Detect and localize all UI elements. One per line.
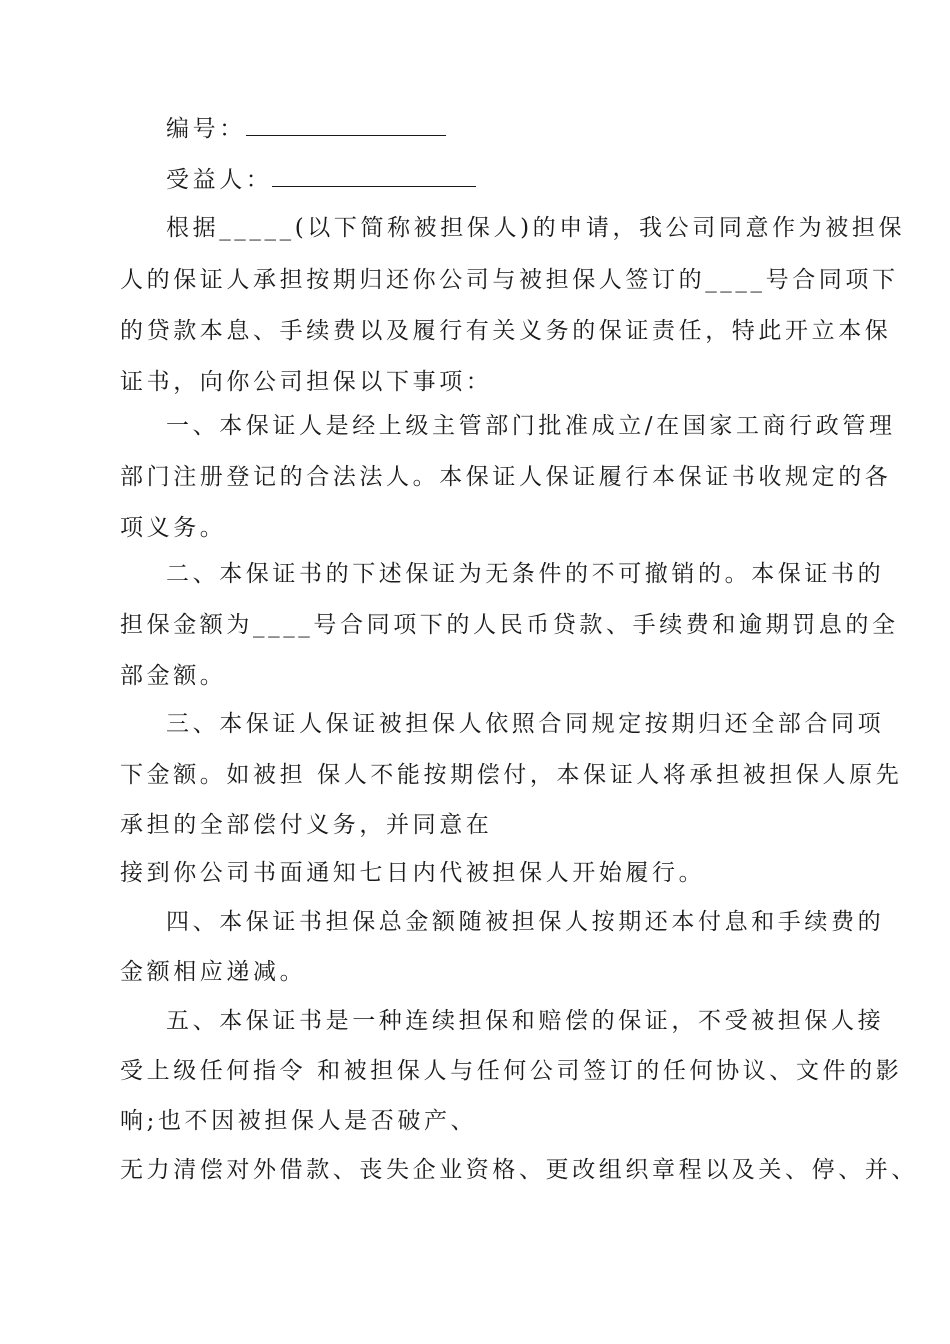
clause-3-line: 三、本保证人保证被担保人依照合同规定按期归还全部合同项 <box>166 711 885 737</box>
clause-2-line: 部金额。 <box>120 663 227 689</box>
number-label: 编号： <box>166 116 246 142</box>
clause-5-line: 受上级任何指令 和被担保人与任何公司签订的任何协议、文件的影 <box>120 1058 903 1084</box>
beneficiary-field <box>166 164 476 195</box>
paragraph-intro-line: 的贷款本息、手续费以及履行有关义务的保证责任，特此开立本保 <box>120 318 892 344</box>
clause-3-line: 承担的全部偿付义务，并同意在 <box>120 812 493 838</box>
paragraph-intro-line: 人的保证人承担按期归还你公司与被担保人签订的____号合同项下 <box>120 267 899 293</box>
clause-5-line: 响;也不因被担保人是否破产、 <box>120 1108 478 1134</box>
clause-3-line: 接到你公司书面通知七日内代被担保人开始履行。 <box>120 860 706 886</box>
clause-1-line: 项义务。 <box>120 515 227 541</box>
paragraph-intro-line: 根据_____(以下简称被担保人)的申请，我公司同意作为被担保 <box>166 215 906 241</box>
paragraph-intro-line: 证书，向你公司担保以下事项： <box>120 369 493 395</box>
clause-2-line: 担保金额为____号合同项下的人民币贷款、手续费和逾期罚息的全 <box>120 612 899 638</box>
clause-2-line: 二、本保证书的下述保证为无条件的不可撤销的。本保证书的 <box>166 561 885 587</box>
beneficiary-blank <box>272 164 476 187</box>
clause-1-line: 一、本保证人是经上级主管部门批准成立/在国家工商行政管理 <box>166 413 896 439</box>
number-blank <box>246 113 446 136</box>
number-field <box>166 113 446 144</box>
clause-5-line: 五、本保证书是一种连续担保和赔偿的保证，不受被担保人接 <box>166 1008 885 1034</box>
clause-4-line: 四、本保证书担保总金额随被担保人按期还本付息和手续费的 <box>166 909 885 935</box>
beneficiary-label: 受益人： <box>166 167 273 193</box>
clause-3-line: 下金额。如被担 保人不能按期偿付，本保证人将承担被担保人原先 <box>120 762 903 788</box>
clause-5-line: 无力清偿对外借款、丧失企业资格、更改组织章程以及关、停、并、 <box>120 1157 918 1183</box>
clause-1-line: 部门注册登记的合法法人。本保证人保证履行本保证书收规定的各 <box>120 464 892 490</box>
clause-4-line: 金额相应递减。 <box>120 959 307 985</box>
